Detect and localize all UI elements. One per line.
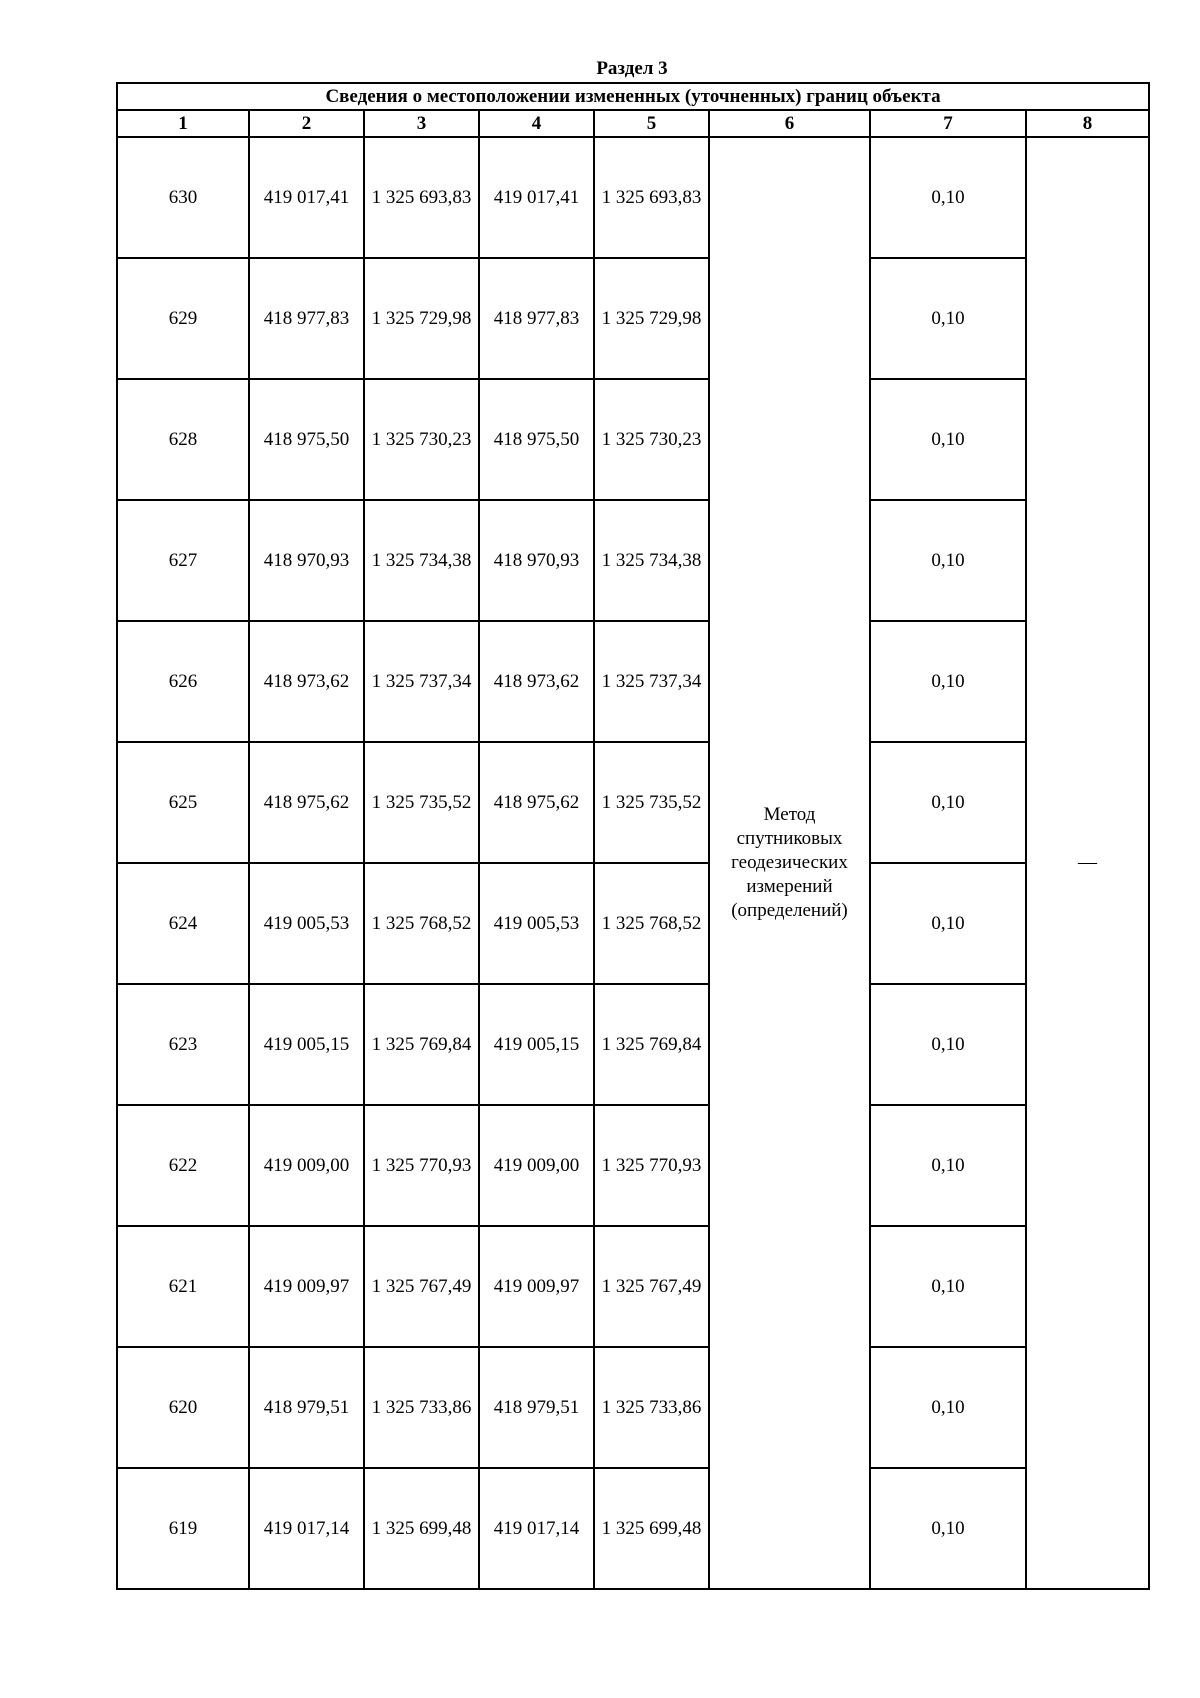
y-new-cell: 1 325 729,98 (594, 258, 709, 379)
x-old-cell: 419 009,97 (249, 1226, 364, 1347)
table-row (117, 984, 1149, 1105)
column-number-1: 1 (117, 110, 249, 137)
accuracy-cell: 0,10 (870, 984, 1026, 1105)
table-caption: Сведения о местоположении измененных (уточненных) границ объекта (117, 83, 1149, 110)
x-old-cell: 418 975,50 (249, 379, 364, 500)
x-old-cell: 418 977,83 (249, 258, 364, 379)
point-number-cell: 624 (117, 863, 249, 984)
y-new-cell: 1 325 735,52 (594, 742, 709, 863)
x-old-cell: 418 973,62 (249, 621, 364, 742)
x-old-cell: 419 017,14 (249, 1468, 364, 1589)
table-row (117, 1347, 1149, 1468)
y-new-cell: 1 325 733,86 (594, 1347, 709, 1468)
point-number-cell: 623 (117, 984, 249, 1105)
y-old-cell: 1 325 699,48 (364, 1468, 479, 1589)
y-old-cell: 1 325 737,34 (364, 621, 479, 742)
y-new-cell: 1 325 767,49 (594, 1226, 709, 1347)
accuracy-cell: 0,10 (870, 742, 1026, 863)
x-new-cell: 419 005,53 (479, 863, 594, 984)
table-row (117, 621, 1149, 742)
x-new-cell: 418 973,62 (479, 621, 594, 742)
y-old-cell: 1 325 769,84 (364, 984, 479, 1105)
y-new-cell: 1 325 770,93 (594, 1105, 709, 1226)
point-number-cell: 630 (117, 137, 249, 258)
table-row (117, 1105, 1149, 1226)
table-row (117, 379, 1149, 500)
accuracy-cell: 0,10 (870, 1468, 1026, 1589)
accuracy-cell: 0,10 (870, 621, 1026, 742)
x-new-cell: 418 975,50 (479, 379, 594, 500)
method-cell: Метод спутниковых геодезических измерений (определений) (709, 137, 870, 1589)
y-new-cell: 1 325 734,38 (594, 500, 709, 621)
column-number-5: 5 (594, 110, 709, 137)
y-new-cell: 1 325 768,52 (594, 863, 709, 984)
column-number-6: 6 (709, 110, 870, 137)
x-old-cell: 419 017,41 (249, 137, 364, 258)
table-row (117, 742, 1149, 863)
y-old-cell: 1 325 735,52 (364, 742, 479, 863)
coordinates-table-container (116, 82, 1148, 1590)
point-number-cell: 627 (117, 500, 249, 621)
point-number-cell: 619 (117, 1468, 249, 1589)
x-new-cell: 418 979,51 (479, 1347, 594, 1468)
point-number-cell: 621 (117, 1226, 249, 1347)
y-old-cell: 1 325 693,83 (364, 137, 479, 258)
x-new-cell: 419 009,00 (479, 1105, 594, 1226)
accuracy-cell: 0,10 (870, 1105, 1026, 1226)
table-body (117, 137, 1149, 1589)
x-new-cell: 418 970,93 (479, 500, 594, 621)
table-row (117, 258, 1149, 379)
point-number-cell: 628 (117, 379, 249, 500)
x-old-cell: 418 979,51 (249, 1347, 364, 1468)
point-number-cell: 626 (117, 621, 249, 742)
section-title: Раздел 3 (596, 58, 668, 79)
x-new-cell: 418 975,62 (479, 742, 594, 863)
table-row (117, 500, 1149, 621)
x-new-cell: 419 017,14 (479, 1468, 594, 1589)
accuracy-cell: 0,10 (870, 1347, 1026, 1468)
column-number-7: 7 (870, 110, 1026, 137)
table-row (117, 137, 1149, 258)
y-old-cell: 1 325 733,86 (364, 1347, 479, 1468)
y-old-cell: 1 325 734,38 (364, 500, 479, 621)
x-old-cell: 419 005,15 (249, 984, 364, 1105)
x-old-cell: 418 970,93 (249, 500, 364, 621)
column-number-4: 4 (479, 110, 594, 137)
y-new-cell: 1 325 699,48 (594, 1468, 709, 1589)
column-number-2: 2 (249, 110, 364, 137)
x-old-cell: 418 975,62 (249, 742, 364, 863)
accuracy-cell: 0,10 (870, 1226, 1026, 1347)
y-old-cell: 1 325 767,49 (364, 1226, 479, 1347)
y-new-cell: 1 325 730,23 (594, 379, 709, 500)
y-old-cell: 1 325 770,93 (364, 1105, 479, 1226)
accuracy-cell: 0,10 (870, 500, 1026, 621)
table-row (117, 863, 1149, 984)
table-row (117, 1226, 1149, 1347)
y-old-cell: 1 325 729,98 (364, 258, 479, 379)
x-new-cell: 419 005,15 (479, 984, 594, 1105)
point-number-cell: 625 (117, 742, 249, 863)
point-number-cell: 629 (117, 258, 249, 379)
table-row (117, 1468, 1149, 1589)
accuracy-cell: 0,10 (870, 863, 1026, 984)
x-new-cell: 418 977,83 (479, 258, 594, 379)
x-old-cell: 419 005,53 (249, 863, 364, 984)
y-old-cell: 1 325 730,23 (364, 379, 479, 500)
x-old-cell: 419 009,00 (249, 1105, 364, 1226)
y-new-cell: 1 325 769,84 (594, 984, 709, 1105)
coordinates-table (116, 82, 1150, 1590)
y-new-cell: 1 325 737,34 (594, 621, 709, 742)
note-cell: — (1026, 137, 1149, 1589)
accuracy-cell: 0,10 (870, 258, 1026, 379)
accuracy-cell: 0,10 (870, 137, 1026, 258)
x-new-cell: 419 017,41 (479, 137, 594, 258)
point-number-cell: 622 (117, 1105, 249, 1226)
column-number-row (117, 110, 1149, 137)
point-number-cell: 620 (117, 1347, 249, 1468)
y-old-cell: 1 325 768,52 (364, 863, 479, 984)
column-number-8: 8 (1026, 110, 1149, 137)
column-number-3: 3 (364, 110, 479, 137)
y-new-cell: 1 325 693,83 (594, 137, 709, 258)
accuracy-cell: 0,10 (870, 379, 1026, 500)
x-new-cell: 419 009,97 (479, 1226, 594, 1347)
